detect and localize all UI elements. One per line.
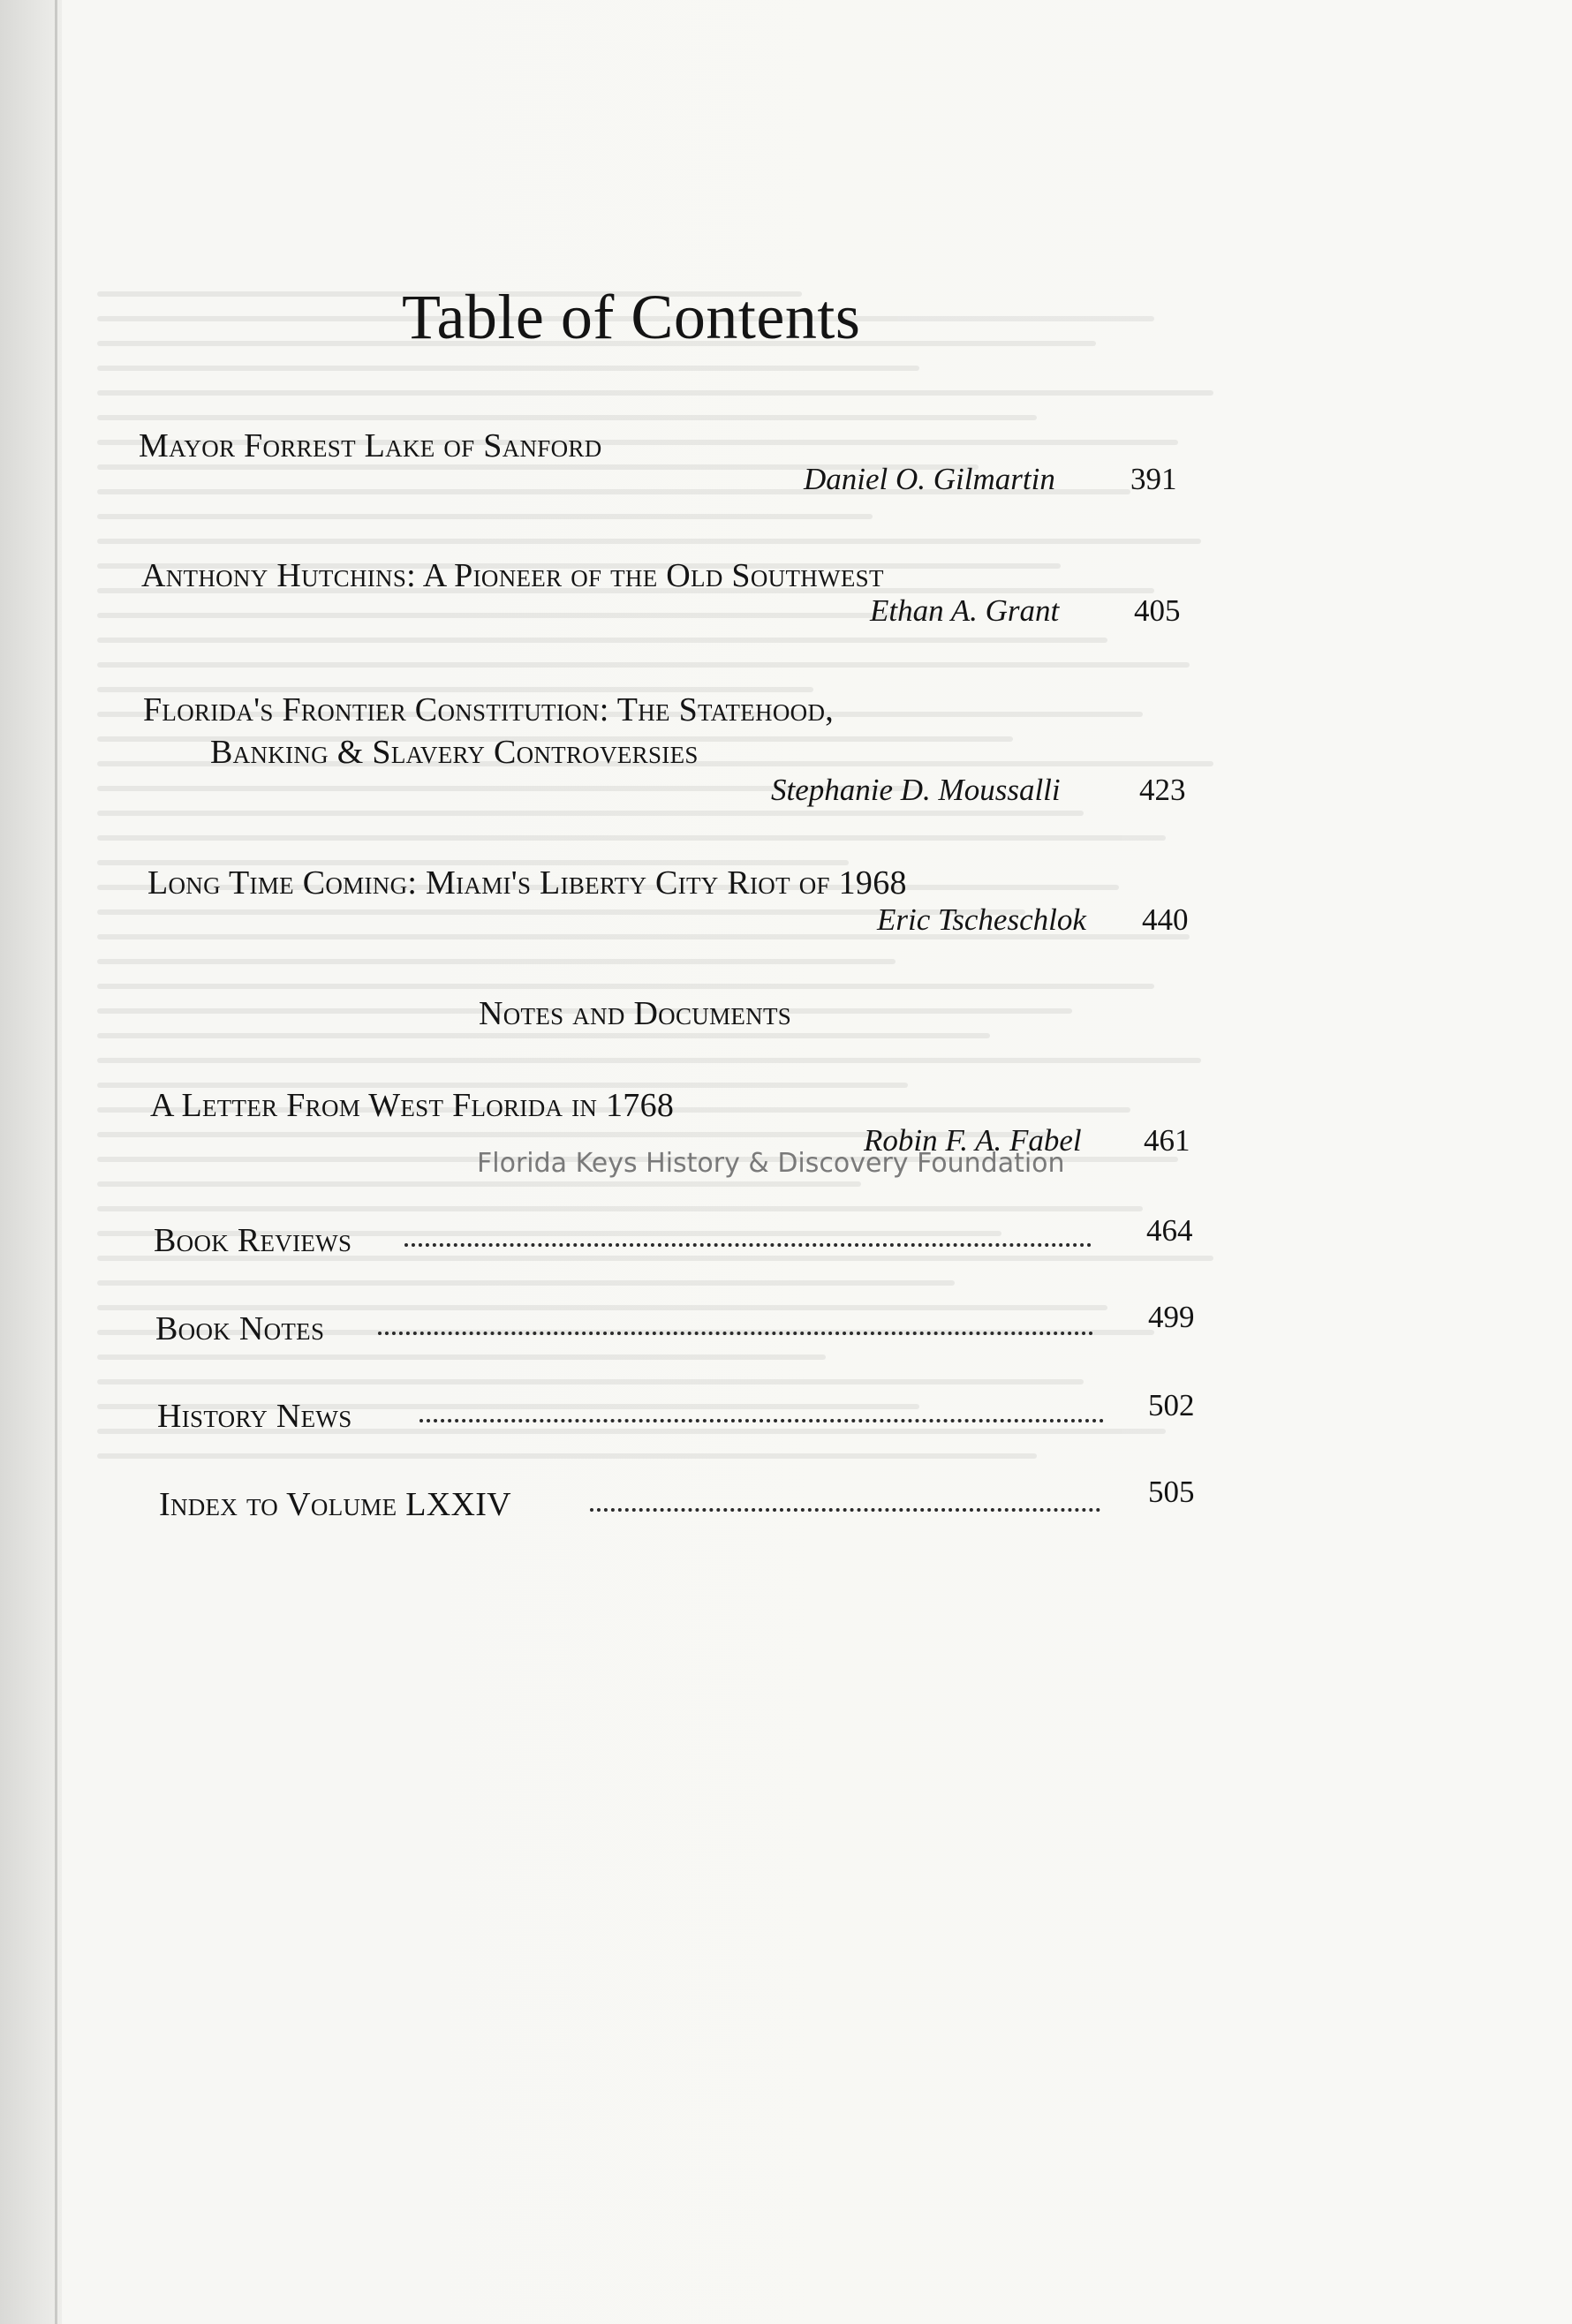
dot-leader <box>419 1419 1104 1422</box>
page-title: Table of Contents <box>402 282 861 352</box>
entry-author: Ethan A. Grant <box>870 593 1060 628</box>
section-page-number: 505 <box>1148 1475 1195 1509</box>
entry-title: A Letter From West Florida in 1768 <box>150 1087 675 1124</box>
section-title: Book Notes <box>155 1310 325 1347</box>
entry-title: Mayor Forrest Lake of Sanford <box>139 427 602 464</box>
entry-page-number: 405 <box>1134 593 1181 628</box>
entry-author: Robin F. A. Fabel <box>864 1123 1082 1158</box>
entry-title-line-1: Florida's Frontier Constitution: The Statehood, <box>143 691 835 728</box>
section-title: Book Reviews <box>154 1222 352 1259</box>
entry-page-number: 423 <box>1139 773 1186 807</box>
section-page-number: 464 <box>1146 1213 1193 1248</box>
entry-author: Eric Tscheschlok <box>877 902 1086 937</box>
section-page-number: 502 <box>1148 1388 1195 1422</box>
entry-page-number: 391 <box>1130 462 1177 496</box>
section-page-number: 499 <box>1148 1300 1195 1334</box>
binding-edge <box>55 0 57 2324</box>
watermark: Florida Keys History & Discovery Foundation <box>477 1148 1065 1179</box>
section-title: History News <box>157 1398 352 1435</box>
entry-author: Daniel O. Gilmartin <box>804 462 1055 496</box>
dot-leader <box>378 1332 1093 1335</box>
entry-title-line-2: Banking & Slavery Controversies <box>210 734 699 771</box>
entry-page-number: 461 <box>1144 1123 1190 1158</box>
entry-page-number: 440 <box>1142 902 1189 937</box>
entry-author: Stephanie D. Moussalli <box>771 773 1061 807</box>
entry-title: Long Time Coming: Miami's Liberty City Riot of 1968 <box>147 864 907 902</box>
entry-title: Anthony Hutchins: A Pioneer of the Old Southwest <box>141 557 884 594</box>
binding-gutter <box>0 0 62 2324</box>
dot-leader <box>590 1508 1100 1512</box>
section-heading: Notes and Documents <box>479 995 792 1032</box>
dot-leader <box>404 1243 1092 1247</box>
section-title: Index to Volume LXXIV <box>159 1486 511 1523</box>
